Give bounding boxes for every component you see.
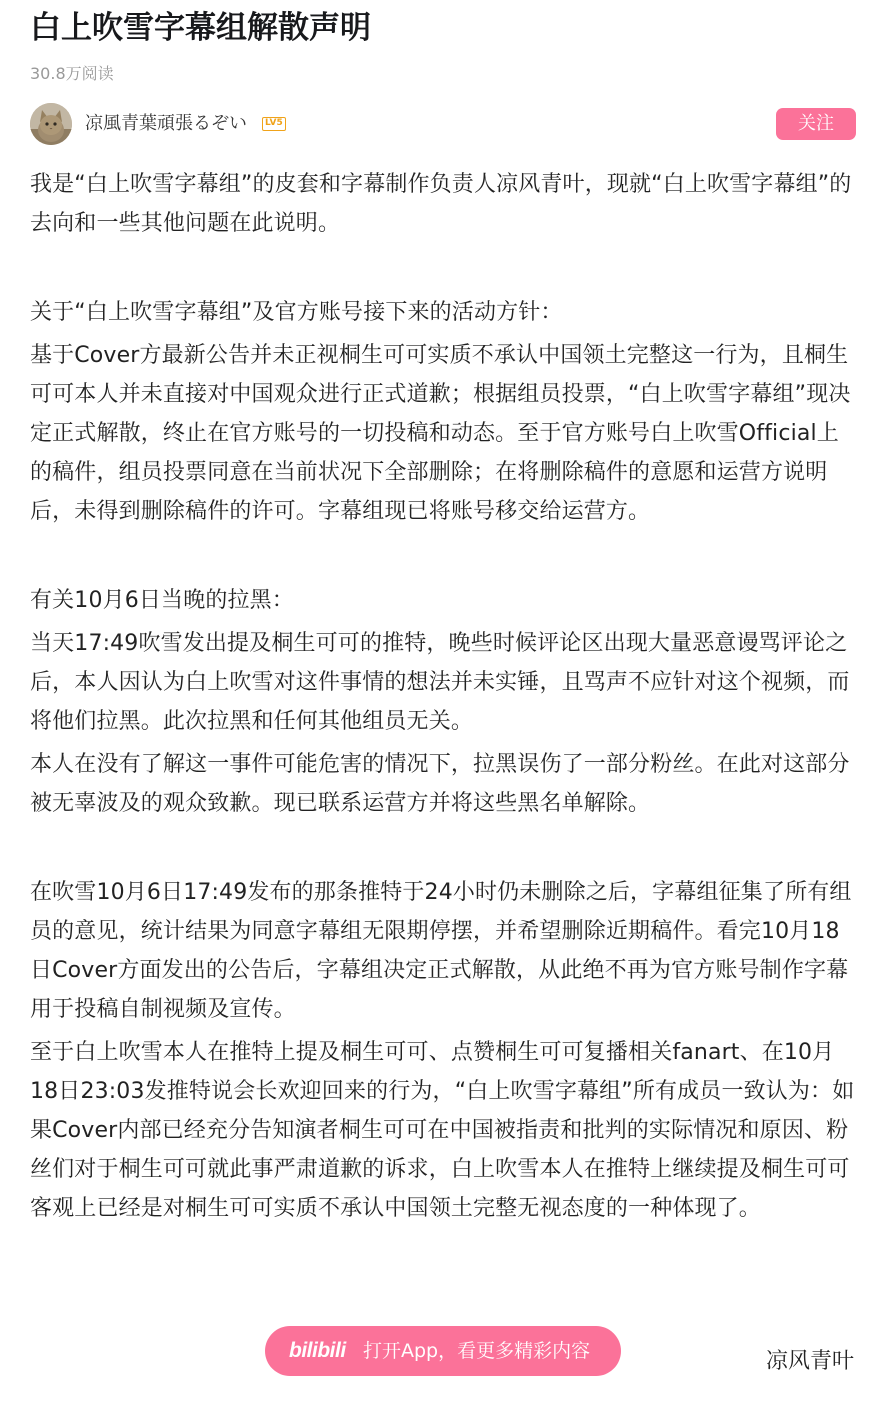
cat-avatar-icon	[30, 103, 72, 145]
paragraph: 本人在没有了解这一事件可能危害的情况下，拉黑误伤了一部分粉丝。在此对这部分被无辜波及的观众致歉。现已联系运营方并将这些黑名单解除。	[30, 752, 850, 816]
paragraph: 在吹雪10月6日17:49发布的那条推特于24小时仍未删除之后，字幕组征集了所有组员的意见，统计结果为同意字幕组无限期停摆，并希望删除近期稿件。看完10月18日Cover方面发出的公告后，字幕组决定正式解散，从此绝不再为官方账号制作字幕用于投稿自制视频及宣传。	[30, 880, 852, 1022]
paragraph: 关于“白上吹雪字幕组”及官方账号接下来的活动方针：	[30, 300, 563, 325]
article-body	[30, 165, 860, 1232]
paragraph: 有关10月6日当晚的拉黑：	[30, 588, 294, 613]
signature: 凉风青叶	[765, 1349, 854, 1374]
paragraph: 当天17:49吹雪发出提及桐生可可的推特，晚些时候评论区出现大量恶意谩骂评论之后，本人因认为白上吹雪对这件事情的想法并未实锤，且骂声不应针对这个视频，而将他们拉黑。此次拉黑和任何其他组员无关。	[30, 631, 850, 734]
bilibili-logo: bilibili	[289, 1339, 346, 1362]
author-row	[30, 103, 856, 145]
open-app-button[interactable]	[265, 1326, 621, 1376]
open-app-label: 打开App，看更多精彩内容	[363, 1340, 591, 1362]
footer	[0, 1326, 876, 1376]
avatar[interactable]	[30, 103, 72, 145]
author-name[interactable]: 凉風青葉頑張るぞい	[85, 113, 247, 134]
level-badge: LV5	[262, 117, 286, 131]
paragraph-spacer	[30, 247, 860, 293]
paragraph: 基于Cover方最新公告并未正视桐生可可实质不承认中国领土完整这一行为，且桐生可可本人并未直接对中国观众进行正式道歉；根据组员投票，“白上吹雪字幕组”现决定正式解散，终止在官方账号的一切投稿和动态。至于官方账号白上吹雪Official上的稿件，组员投票同意在当前状况下全部删除；在将删除稿件的意愿和运营方说明后，未得到删除稿件的许可。字幕组现已将账号移交给运营方。	[30, 343, 851, 524]
article-title: 白上吹雪字幕组解散声明	[30, 10, 371, 46]
paragraph: 我是“白上吹雪字幕组”的皮套和字幕制作负责人凉风青叶，现就“白上吹雪字幕组”的去向和一些其他问题在此说明。	[30, 172, 852, 236]
read-count: 30.8万阅读	[30, 64, 114, 83]
paragraph-spacer	[30, 827, 860, 873]
follow-button[interactable]: 关注	[776, 108, 856, 140]
paragraph: 至于白上吹雪本人在推特上提及桐生可可、点赞桐生可可复播相关fanart、在10月18日23:03发推特说会长欢迎回来的行为，“白上吹雪字幕组”所有成员一致认为：如果Cover内部已经充分告知演者桐生可可在中国被指责和批判的实际情况和原因、粉丝们对于桐生可可就此事严肃道歉的诉求，白上吹雪本人在推特上继续提及桐生可可客观上已经是对桐生可可实质不承认中国领土完整无视态度的一种体现了。	[30, 1040, 855, 1221]
paragraph-spacer	[30, 535, 860, 581]
